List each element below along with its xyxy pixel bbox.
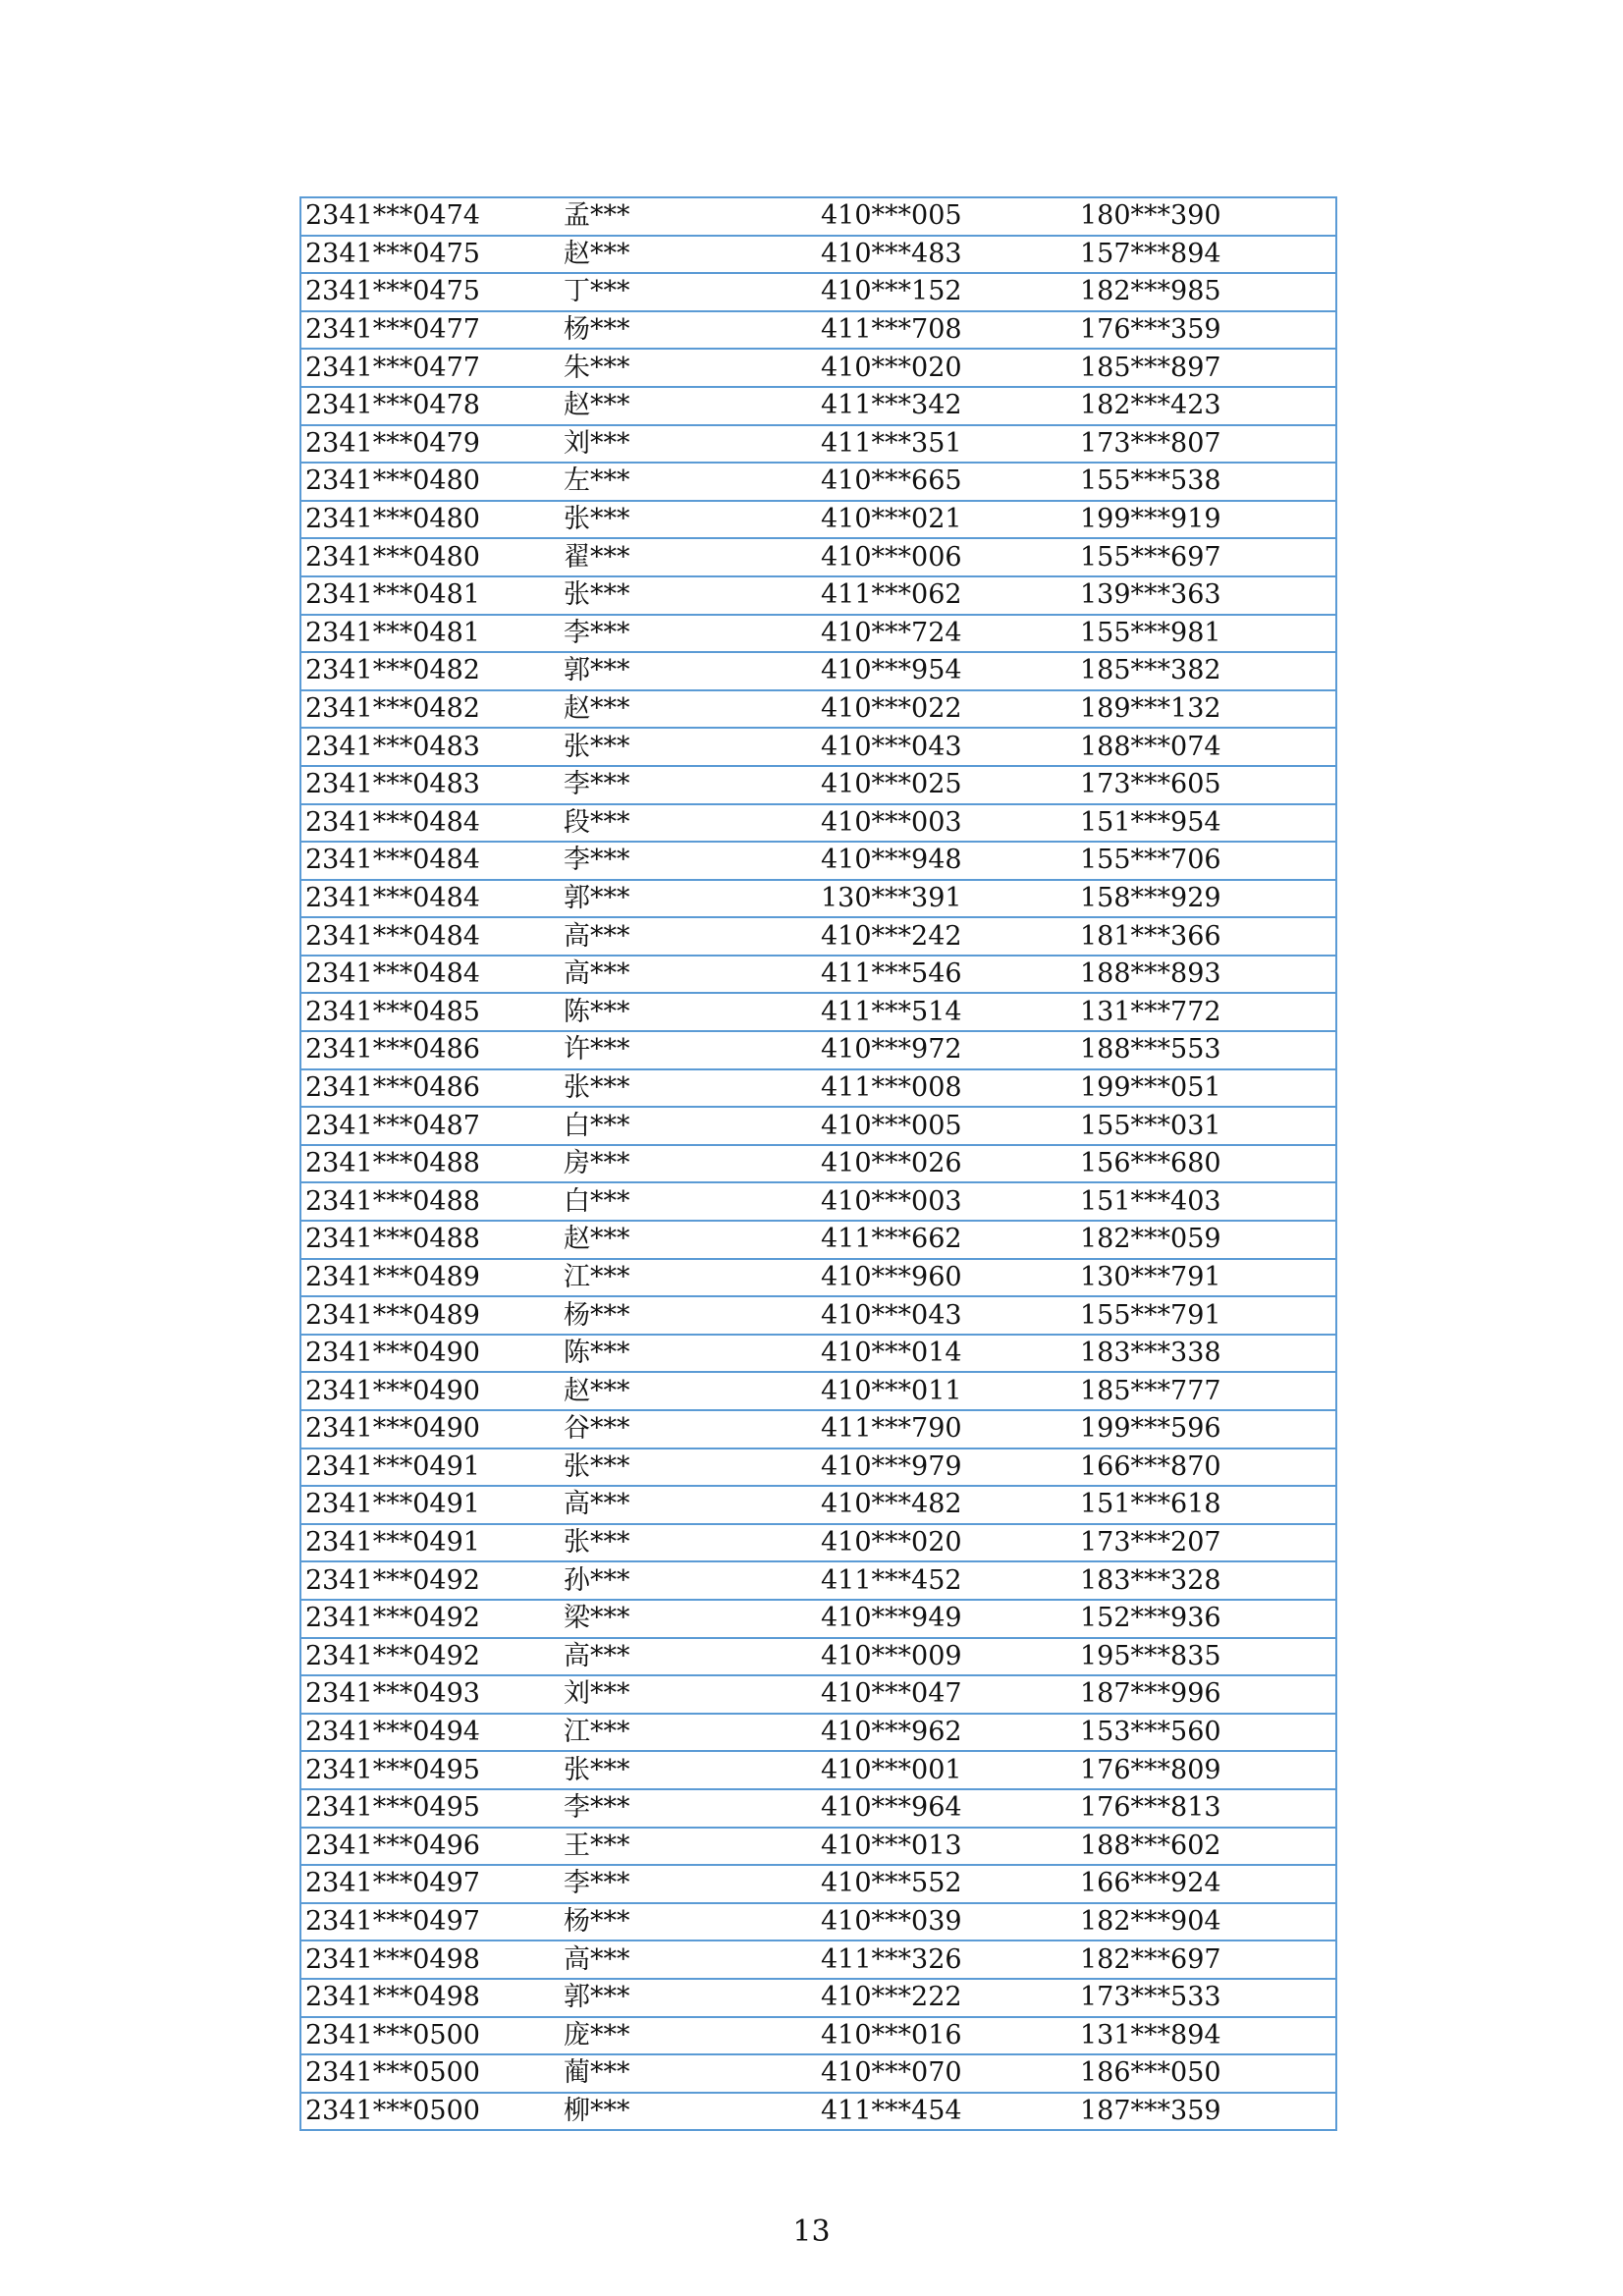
- phone-cell: 182***985: [1076, 273, 1336, 311]
- id-cell: 2341***0497: [300, 1865, 560, 1903]
- id-number-cell: 411***454: [817, 2093, 1076, 2131]
- table-row: [300, 1486, 1336, 1524]
- table-row: [300, 652, 1336, 690]
- phone-cell: 185***382: [1076, 652, 1336, 690]
- name-cell: 赵***: [560, 236, 817, 274]
- table-row: [300, 1449, 1336, 1487]
- id-number-cell: 410***964: [817, 1789, 1076, 1828]
- table-row: [300, 1941, 1336, 1979]
- phone-cell: 173***807: [1076, 425, 1336, 464]
- name-cell: 高***: [560, 1941, 817, 1979]
- table-row: [300, 993, 1336, 1031]
- phone-cell: 188***893: [1076, 956, 1336, 994]
- name-cell: 房***: [560, 1145, 817, 1183]
- id-cell: 2341***0474: [300, 197, 560, 236]
- phone-cell: 176***813: [1076, 1789, 1336, 1828]
- phone-cell: 155***791: [1076, 1296, 1336, 1335]
- id-number-cell: 411***708: [817, 311, 1076, 350]
- id-cell: 2341***0478: [300, 387, 560, 425]
- id-number-cell: 410***003: [817, 1182, 1076, 1221]
- id-number-cell: 411***351: [817, 425, 1076, 464]
- table-row: [300, 880, 1336, 918]
- table-row: [300, 576, 1336, 615]
- phone-cell: 188***553: [1076, 1031, 1336, 1069]
- id-cell: 2341***0489: [300, 1296, 560, 1335]
- id-number-cell: 410***021: [817, 501, 1076, 539]
- id-number-cell: 410***003: [817, 804, 1076, 843]
- name-cell: 段***: [560, 804, 817, 843]
- phone-cell: 186***050: [1076, 2054, 1336, 2093]
- id-cell: 2341***0483: [300, 766, 560, 804]
- id-cell: 2341***0491: [300, 1486, 560, 1524]
- id-cell: 2341***0491: [300, 1524, 560, 1562]
- table-row: [300, 1789, 1336, 1828]
- phone-cell: 176***809: [1076, 1751, 1336, 1789]
- id-cell: 2341***0477: [300, 349, 560, 387]
- id-number-cell: 410***948: [817, 842, 1076, 880]
- name-cell: 杨***: [560, 1903, 817, 1941]
- phone-cell: 188***074: [1076, 728, 1336, 766]
- table-row: [300, 2017, 1336, 2055]
- id-number-cell: 410***013: [817, 1828, 1076, 1866]
- name-cell: 张***: [560, 1751, 817, 1789]
- table-row: [300, 1675, 1336, 1714]
- phone-cell: 157***894: [1076, 236, 1336, 274]
- id-number-cell: 410***043: [817, 728, 1076, 766]
- phone-cell: 166***924: [1076, 1865, 1336, 1903]
- table-row: [300, 2093, 1336, 2131]
- table-row: [300, 1561, 1336, 1600]
- id-number-cell: 411***662: [817, 1221, 1076, 1259]
- phone-cell: 185***777: [1076, 1372, 1336, 1410]
- id-number-cell: 410***005: [817, 1107, 1076, 1145]
- name-cell: 高***: [560, 917, 817, 956]
- name-cell: 杨***: [560, 1296, 817, 1335]
- table-row: [300, 917, 1336, 956]
- table-row: [300, 236, 1336, 274]
- id-number-cell: 410***014: [817, 1335, 1076, 1373]
- id-number-cell: 410***972: [817, 1031, 1076, 1069]
- id-cell: 2341***0484: [300, 804, 560, 843]
- phone-cell: 173***605: [1076, 766, 1336, 804]
- phone-cell: 182***904: [1076, 1903, 1336, 1941]
- id-cell: 2341***0498: [300, 1941, 560, 1979]
- name-cell: 李***: [560, 615, 817, 653]
- table-row: [300, 728, 1336, 766]
- name-cell: 翟***: [560, 538, 817, 576]
- table-row: [300, 425, 1336, 464]
- id-cell: 2341***0489: [300, 1259, 560, 1297]
- id-cell: 2341***0492: [300, 1638, 560, 1676]
- id-cell: 2341***0484: [300, 917, 560, 956]
- table-row: [300, 1600, 1336, 1638]
- id-cell: 2341***0488: [300, 1182, 560, 1221]
- name-cell: 杨***: [560, 311, 817, 350]
- id-cell: 2341***0477: [300, 311, 560, 350]
- table-row: [300, 956, 1336, 994]
- table-row: [300, 1069, 1336, 1108]
- phone-cell: 181***366: [1076, 917, 1336, 956]
- phone-cell: 199***051: [1076, 1069, 1336, 1108]
- id-cell: 2341***0484: [300, 956, 560, 994]
- name-cell: 赵***: [560, 1221, 817, 1259]
- name-cell: 高***: [560, 1638, 817, 1676]
- table-row: [300, 1145, 1336, 1183]
- name-cell: 白***: [560, 1107, 817, 1145]
- name-cell: 张***: [560, 1449, 817, 1487]
- name-cell: 赵***: [560, 387, 817, 425]
- table-row: [300, 1221, 1336, 1259]
- id-number-cell: 411***514: [817, 993, 1076, 1031]
- id-cell: 2341***0480: [300, 538, 560, 576]
- phone-cell: 187***359: [1076, 2093, 1336, 2131]
- id-cell: 2341***0481: [300, 576, 560, 615]
- table-row: [300, 690, 1336, 729]
- table-row: [300, 311, 1336, 350]
- id-number-cell: 411***326: [817, 1941, 1076, 1979]
- phone-cell: 182***423: [1076, 387, 1336, 425]
- id-cell: 2341***0490: [300, 1410, 560, 1449]
- id-number-cell: 411***008: [817, 1069, 1076, 1108]
- id-cell: 2341***0498: [300, 1979, 560, 2017]
- name-cell: 孟***: [560, 197, 817, 236]
- id-number-cell: 410***016: [817, 2017, 1076, 2055]
- phone-cell: 187***996: [1076, 1675, 1336, 1714]
- name-cell: 蔺***: [560, 2054, 817, 2093]
- name-cell: 张***: [560, 501, 817, 539]
- table-row: [300, 766, 1336, 804]
- table-row: [300, 1638, 1336, 1676]
- id-number-cell: 410***152: [817, 273, 1076, 311]
- id-cell: 2341***0494: [300, 1714, 560, 1752]
- phone-cell: 158***929: [1076, 880, 1336, 918]
- phone-cell: 189***132: [1076, 690, 1336, 729]
- table-row: [300, 615, 1336, 653]
- name-cell: 刘***: [560, 425, 817, 464]
- phone-cell: 166***870: [1076, 1449, 1336, 1487]
- table-row: [300, 1031, 1336, 1069]
- name-cell: 庞***: [560, 2017, 817, 2055]
- page-number: 13: [792, 2214, 831, 2249]
- phone-cell: 180***390: [1076, 197, 1336, 236]
- phone-cell: 199***919: [1076, 501, 1336, 539]
- table-row: [300, 1372, 1336, 1410]
- id-cell: 2341***0497: [300, 1903, 560, 1941]
- id-number-cell: 410***960: [817, 1259, 1076, 1297]
- id-number-cell: 410***025: [817, 766, 1076, 804]
- phone-cell: 139***363: [1076, 576, 1336, 615]
- id-cell: 2341***0487: [300, 1107, 560, 1145]
- id-cell: 2341***0490: [300, 1372, 560, 1410]
- id-number-cell: 410***001: [817, 1751, 1076, 1789]
- id-number-cell: 410***026: [817, 1145, 1076, 1183]
- phone-cell: 152***936: [1076, 1600, 1336, 1638]
- name-cell: 江***: [560, 1259, 817, 1297]
- id-number-cell: 410***482: [817, 1486, 1076, 1524]
- table-row: [300, 1903, 1336, 1941]
- id-number-cell: 410***011: [817, 1372, 1076, 1410]
- table-row: [300, 1865, 1336, 1903]
- id-number-cell: 411***062: [817, 576, 1076, 615]
- phone-cell: 183***328: [1076, 1561, 1336, 1600]
- name-cell: 张***: [560, 576, 817, 615]
- phone-cell: 183***338: [1076, 1335, 1336, 1373]
- id-cell: 2341***0482: [300, 652, 560, 690]
- id-cell: 2341***0495: [300, 1789, 560, 1828]
- id-cell: 2341***0479: [300, 425, 560, 464]
- name-cell: 王***: [560, 1828, 817, 1866]
- name-cell: 郭***: [560, 880, 817, 918]
- phone-cell: 155***981: [1076, 615, 1336, 653]
- id-number-cell: 410***552: [817, 1865, 1076, 1903]
- name-cell: 丁***: [560, 273, 817, 311]
- name-cell: 朱***: [560, 349, 817, 387]
- name-cell: 郭***: [560, 652, 817, 690]
- table-row: [300, 1751, 1336, 1789]
- name-cell: 李***: [560, 766, 817, 804]
- name-cell: 左***: [560, 463, 817, 501]
- id-number-cell: 410***006: [817, 538, 1076, 576]
- name-cell: 张***: [560, 1069, 817, 1108]
- table-row: [300, 842, 1336, 880]
- table-row: [300, 1714, 1336, 1752]
- name-cell: 江***: [560, 1714, 817, 1752]
- id-cell: 2341***0481: [300, 615, 560, 653]
- phone-cell: 151***618: [1076, 1486, 1336, 1524]
- id-number-cell: 410***020: [817, 1524, 1076, 1562]
- id-number-cell: 411***452: [817, 1561, 1076, 1600]
- phone-cell: 151***403: [1076, 1182, 1336, 1221]
- table-row: [300, 1335, 1336, 1373]
- table-row: [300, 1182, 1336, 1221]
- id-cell: 2341***0484: [300, 842, 560, 880]
- phone-cell: 155***697: [1076, 538, 1336, 576]
- table-row: [300, 1524, 1336, 1562]
- name-cell: 许***: [560, 1031, 817, 1069]
- name-cell: 谷***: [560, 1410, 817, 1449]
- name-cell: 柳***: [560, 2093, 817, 2131]
- id-cell: 2341***0492: [300, 1600, 560, 1638]
- table-row: [300, 1259, 1336, 1297]
- id-number-cell: 410***979: [817, 1449, 1076, 1487]
- name-cell: 陈***: [560, 1335, 817, 1373]
- id-number-cell: 130***391: [817, 880, 1076, 918]
- name-cell: 白***: [560, 1182, 817, 1221]
- name-cell: 梁***: [560, 1600, 817, 1638]
- id-cell: 2341***0485: [300, 993, 560, 1031]
- name-cell: 李***: [560, 842, 817, 880]
- phone-cell: 131***772: [1076, 993, 1336, 1031]
- roster-table-body: [300, 197, 1336, 2130]
- table-row: [300, 1410, 1336, 1449]
- id-cell: 2341***0490: [300, 1335, 560, 1373]
- id-cell: 2341***0500: [300, 2054, 560, 2093]
- id-cell: 2341***0483: [300, 728, 560, 766]
- id-cell: 2341***0496: [300, 1828, 560, 1866]
- id-cell: 2341***0475: [300, 273, 560, 311]
- phone-cell: 153***560: [1076, 1714, 1336, 1752]
- name-cell: 李***: [560, 1865, 817, 1903]
- id-cell: 2341***0492: [300, 1561, 560, 1600]
- phone-cell: 131***894: [1076, 2017, 1336, 2055]
- phone-cell: 182***059: [1076, 1221, 1336, 1259]
- id-number-cell: 410***483: [817, 236, 1076, 274]
- table-row: [300, 538, 1336, 576]
- id-cell: 2341***0500: [300, 2093, 560, 2131]
- phone-cell: 195***835: [1076, 1638, 1336, 1676]
- id-number-cell: 410***954: [817, 652, 1076, 690]
- id-number-cell: 410***039: [817, 1903, 1076, 1941]
- table-row: [300, 804, 1336, 843]
- name-cell: 高***: [560, 1486, 817, 1524]
- phone-cell: 130***791: [1076, 1259, 1336, 1297]
- id-cell: 2341***0484: [300, 880, 560, 918]
- name-cell: 陈***: [560, 993, 817, 1031]
- table-row: [300, 1828, 1336, 1866]
- table-row: [300, 349, 1336, 387]
- phone-cell: 199***596: [1076, 1410, 1336, 1449]
- phone-cell: 182***697: [1076, 1941, 1336, 1979]
- table-row: [300, 2054, 1336, 2093]
- id-number-cell: 410***724: [817, 615, 1076, 653]
- name-cell: 郭***: [560, 1979, 817, 2017]
- id-number-cell: 410***020: [817, 349, 1076, 387]
- name-cell: 张***: [560, 728, 817, 766]
- id-number-cell: 410***043: [817, 1296, 1076, 1335]
- id-number-cell: 410***949: [817, 1600, 1076, 1638]
- phone-cell: 151***954: [1076, 804, 1336, 843]
- name-cell: 孙***: [560, 1561, 817, 1600]
- id-number-cell: 410***070: [817, 2054, 1076, 2093]
- id-number-cell: 410***022: [817, 690, 1076, 729]
- id-cell: 2341***0495: [300, 1751, 560, 1789]
- name-cell: 高***: [560, 956, 817, 994]
- phone-cell: 156***680: [1076, 1145, 1336, 1183]
- id-number-cell: 410***222: [817, 1979, 1076, 2017]
- table-row: [300, 463, 1336, 501]
- id-number-cell: 410***005: [817, 197, 1076, 236]
- id-cell: 2341***0480: [300, 501, 560, 539]
- phone-cell: 173***533: [1076, 1979, 1336, 2017]
- id-number-cell: 411***790: [817, 1410, 1076, 1449]
- id-cell: 2341***0488: [300, 1145, 560, 1183]
- id-cell: 2341***0486: [300, 1031, 560, 1069]
- name-cell: 李***: [560, 1789, 817, 1828]
- id-number-cell: 410***009: [817, 1638, 1076, 1676]
- id-number-cell: 411***342: [817, 387, 1076, 425]
- name-cell: 赵***: [560, 690, 817, 729]
- table-row: [300, 387, 1336, 425]
- phone-cell: 155***031: [1076, 1107, 1336, 1145]
- phone-cell: 188***602: [1076, 1828, 1336, 1866]
- phone-cell: 155***706: [1076, 842, 1336, 880]
- id-number-cell: 410***047: [817, 1675, 1076, 1714]
- table-row: [300, 1296, 1336, 1335]
- id-cell: 2341***0500: [300, 2017, 560, 2055]
- table-row: [300, 501, 1336, 539]
- table-row: [300, 1979, 1336, 2017]
- phone-cell: 173***207: [1076, 1524, 1336, 1562]
- id-cell: 2341***0493: [300, 1675, 560, 1714]
- phone-cell: 155***538: [1076, 463, 1336, 501]
- id-cell: 2341***0482: [300, 690, 560, 729]
- phone-cell: 176***359: [1076, 311, 1336, 350]
- id-cell: 2341***0491: [300, 1449, 560, 1487]
- table-row: [300, 273, 1336, 311]
- id-cell: 2341***0488: [300, 1221, 560, 1259]
- table-row: [300, 1107, 1336, 1145]
- id-number-cell: 410***665: [817, 463, 1076, 501]
- id-cell: 2341***0480: [300, 463, 560, 501]
- id-cell: 2341***0475: [300, 236, 560, 274]
- name-cell: 刘***: [560, 1675, 817, 1714]
- name-cell: 赵***: [560, 1372, 817, 1410]
- roster-table: [299, 196, 1337, 2131]
- id-number-cell: 410***962: [817, 1714, 1076, 1752]
- phone-cell: 185***897: [1076, 349, 1336, 387]
- table-row: [300, 197, 1336, 236]
- name-cell: 张***: [560, 1524, 817, 1562]
- id-cell: 2341***0486: [300, 1069, 560, 1108]
- id-number-cell: 410***242: [817, 917, 1076, 956]
- id-number-cell: 411***546: [817, 956, 1076, 994]
